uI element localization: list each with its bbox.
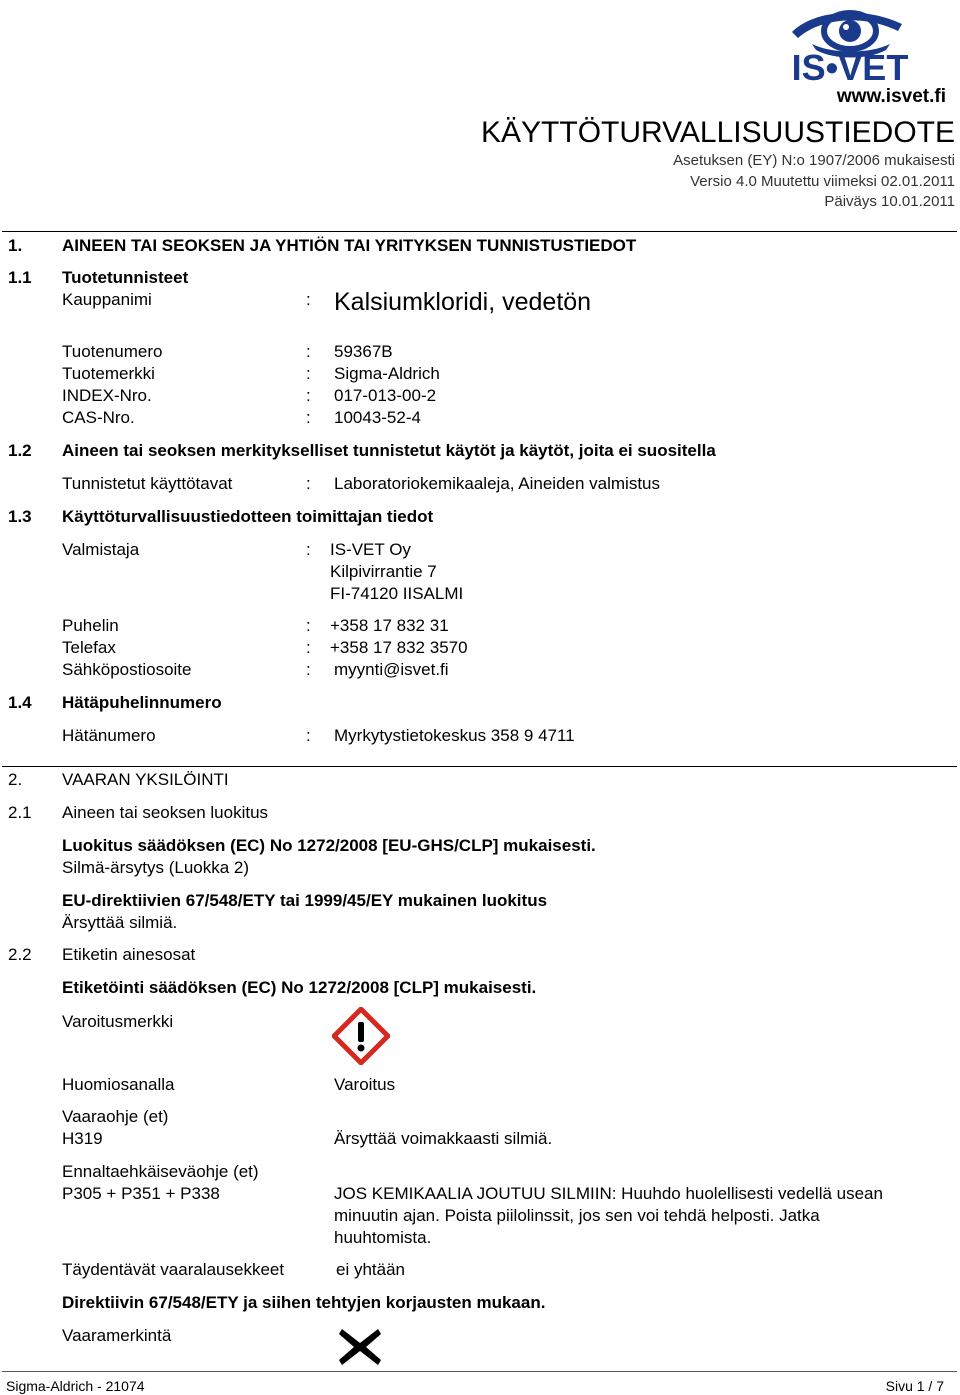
cas-no-label: CAS-Nro. [62,408,135,427]
colon: : [306,638,311,657]
email-label: Sähköpostiosoite [62,660,192,679]
colon: : [306,342,311,361]
brand-label: Tuotemerkki [62,364,155,383]
section-1-2-title: Aineen tai seoksen merkitykselliset tunnistetut käytöt ja käytöt, joita ei suositella [62,441,716,460]
document-title: KÄYTTÖTURVALLISUUSTIEDOTE [481,116,955,149]
section-1-1-title: Tuotetunnisteet [62,268,189,287]
phone-label: Puhelin [62,616,119,635]
signal-word-value: Varoitus [334,1075,396,1094]
section-2-title: VAARAN YKSILÖINTI [62,770,229,789]
footer-page: Sivu 1 / 7 [885,1378,944,1394]
signal-word-label: Huomiosanalla [62,1075,175,1094]
section-1-1-number: 1.1 [8,268,32,287]
colon: : [306,616,311,635]
section-1-4-number: 1.4 [8,693,32,712]
section-2-1-number: 2.1 [8,803,32,822]
date-line: Päiväys 10.01.2011 [824,193,955,210]
hazard-statement-label: Vaaraohje (et) [62,1107,169,1126]
logo-website: www.isvet.fi [836,86,946,106]
emergency-value: Myrkytystietokeskus 358 9 4711 [334,726,575,745]
manufacturer-street: Kilpivirrantie 7 [330,562,437,581]
hazard-symbol-label: Vaaramerkintä [62,1326,172,1345]
supplementary-label: Täydentävät vaaralausekkeet [62,1260,285,1279]
version-line: Versio 4.0 Muutettu viimeksi 02.01.2011 [690,173,955,190]
clp-classification-heading: Luokitus säädöksen (EC) No 1272/2008 [EU-GHS/CLP] mukaisesti. [62,836,596,855]
section-2-2-number: 2.2 [8,945,32,964]
section-1-number: 1. [8,236,23,255]
section-1-title: AINEEN TAI SEOKSEN JA YHTIÖN TAI YRITYKSEN TUNNISTUSTIEDOT [62,236,637,255]
emergency-label: Hätänumero [62,726,156,745]
pictogram-label: Varoitusmerkki [62,1012,174,1031]
fax-label: Telefax [62,638,116,657]
section-divider [2,766,957,767]
eu-classification: Ärsyttää silmiä. [62,913,178,932]
colon: : [306,408,311,427]
product-number-label: Tuotenumero [62,342,163,361]
trade-name-value: Kalsiumkloridi, vedetön [334,288,592,316]
labelling-heading: Etiketöinti säädöksen (EC) No 1272/2008 [CLP] mukaisesti. [62,978,537,997]
cas-no-value: 10043-52-4 [334,408,421,427]
colon: : [306,540,311,559]
colon: : [306,364,311,383]
logo-brand: IS•VET [791,47,909,88]
section-2-2-title: Etiketin ainesosat [62,945,196,964]
index-no-value: 017-013-00-2 [334,386,437,405]
section-2-number: 2. [8,770,23,789]
regulation-line: Asetuksen (EY) N:o 1907/2006 mukaisesti [673,152,955,169]
colon: : [306,660,311,679]
hazard-statement-code: H319 [62,1129,103,1148]
section-1-3-title: Käyttöturvallisuustiedotteen toimittajan tiedot [62,507,434,526]
supplementary-value: ei yhtään [336,1260,405,1279]
precaution-label: Ennaltaehkäiseväohje (et) [62,1162,259,1181]
irritant-x-icon [337,1326,383,1368]
precaution-code: P305 + P351 + P338 [62,1184,220,1203]
isvet-logo [752,4,948,106]
fax-value: +358 17 832 3570 [330,638,468,657]
precaution-text-1: JOS KEMIKAALIA JOUTUU SILMIIN: Huuhdo huolellisesti vedellä usean [334,1184,883,1203]
colon: : [306,726,311,745]
brand-value: Sigma-Aldrich [334,364,440,383]
section-2-1-title: Aineen tai seoksen luokitus [62,803,269,822]
footer-left: Sigma-Aldrich - 21074 [6,1378,145,1394]
manufacturer-name: IS-VET Oy [330,540,411,559]
section-1-4-title: Hätäpuhelinnumero [62,693,222,712]
index-no-label: INDEX-Nro. [62,386,152,405]
uses-value: Laboratoriokemikaaleja, Aineiden valmistus [334,474,661,493]
clp-classification: Silmä-ärsytys (Luokka 2) [62,858,250,877]
eu-classification-heading: EU-direktiivien 67/548/ETY tai 1999/45/EY mukainen luokitus [62,891,548,910]
directive-heading: Direktiivin 67/548/ETY ja siihen tehtyjen korjausten mukaan. [62,1293,546,1312]
precaution-text-3: huuhtomista. [334,1228,432,1247]
manufacturer-city: FI-74120 IISALMI [330,584,464,603]
hazard-statement-text: Ärsyttää voimakkaasti silmiä. [334,1129,553,1148]
phone-value: +358 17 832 31 [330,616,449,635]
colon: : [306,474,311,493]
uses-label: Tunnistetut käyttötavat [62,474,233,493]
section-1-3-number: 1.3 [8,507,32,526]
precaution-text-2: minuutin ajan. Poista piilolinssit, jos sen voi tehdä helposti. Jatka [334,1206,820,1225]
section-divider [2,231,957,232]
colon: : [306,290,311,309]
manufacturer-label: Valmistaja [62,540,140,559]
email-value[interactable]: myynti@isvet.fi [334,660,449,679]
section-1-2-number: 1.2 [8,441,32,460]
ghs-exclamation-icon [332,1007,390,1065]
colon: : [306,386,311,405]
footer-divider [2,1371,957,1372]
trade-name-label: Kauppanimi [62,290,152,309]
product-number-value: 59367B [334,342,393,361]
